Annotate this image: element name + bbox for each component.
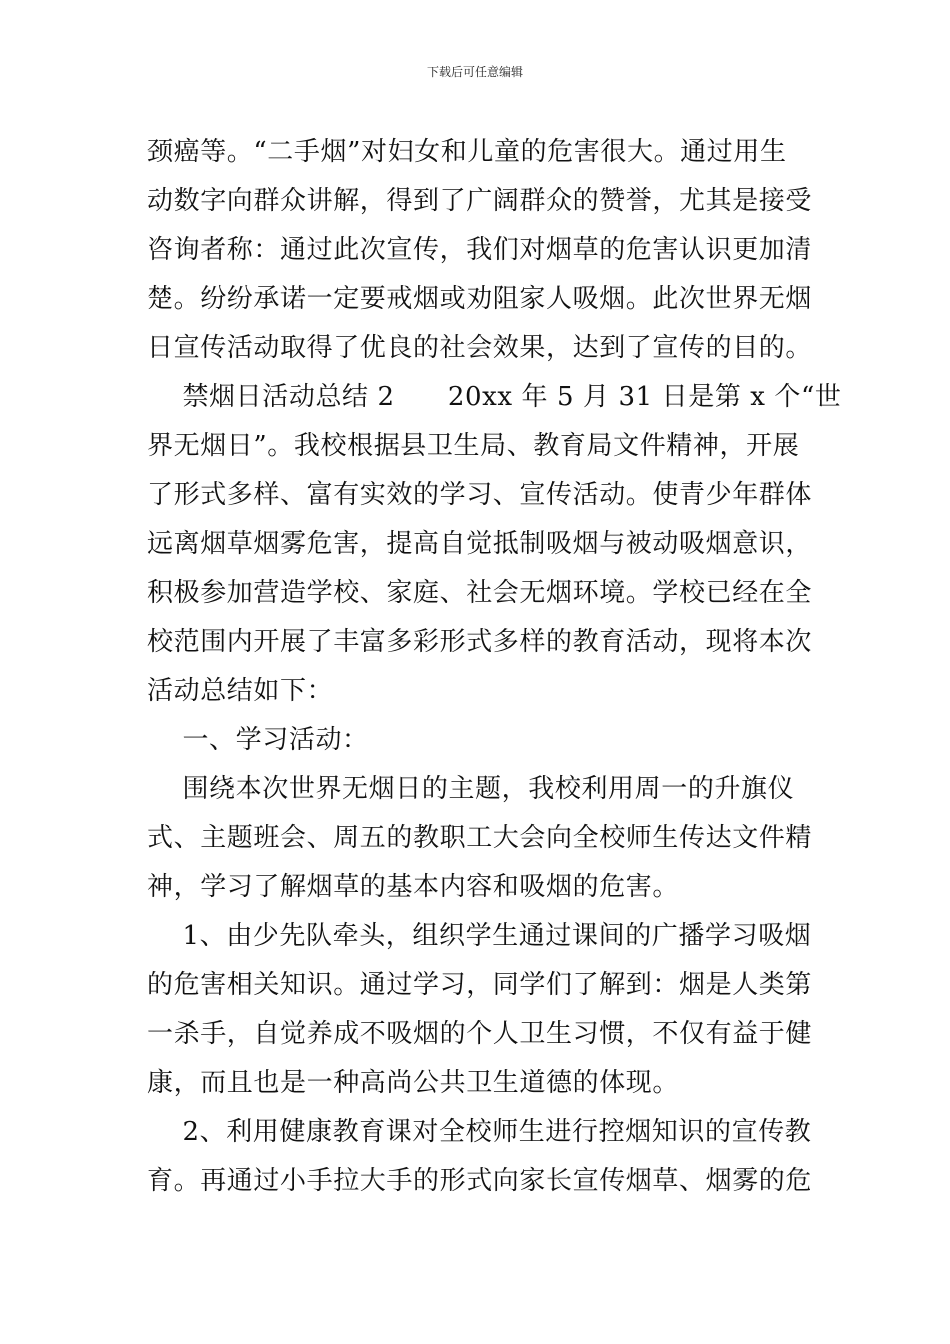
text-line: 日宣传活动取得了优良的社会效果，达到了宣传的目的。 xyxy=(147,333,813,363)
text-line: 咨询者称：通过此次宣传，我们对烟草的危害认识更加清 xyxy=(147,235,813,265)
text-line: 一杀手，自觉养成不吸烟的个人卫生习惯，不仅有益于健 xyxy=(147,1019,813,1049)
text-line: 动数字向群众讲解，得到了广阔群众的赞誉，尤其是接受 xyxy=(147,186,813,216)
body-text xyxy=(147,128,842,1206)
subheading-line: 一、学习活动： xyxy=(147,725,369,755)
text-line: 界无烟日”。我校根据县卫生局、教育局文件精神，开展 xyxy=(147,431,800,461)
page-header: 下载后可任意编辑 xyxy=(426,65,523,79)
text-line: 的危害相关知识。通过学习，同学们了解到：烟是人类第 xyxy=(147,970,813,1000)
text-line: 活动总结如下： xyxy=(147,676,334,706)
text-line: 育。再通过小手拉大手的形式向家长宣传烟草、烟雾的危 xyxy=(147,1166,813,1196)
text-line: 康，而且也是一种高尚公共卫生道德的体现。 xyxy=(147,1068,680,1098)
text-line: 校范围内开展了丰富多彩形式多样的教育活动，现将本次 xyxy=(147,627,813,657)
text-line: 1、由少先队牵头，组织学生通过课间的广播学习吸烟 xyxy=(147,921,812,951)
text-line: 了形式多样、富有实效的学习、宣传活动。使青少年群体 xyxy=(147,480,813,510)
text-line: 颈癌等。“二手烟”对妇女和儿童的危害很大。通过用生 xyxy=(147,137,787,167)
section-heading-line: 禁烟日活动总结 2 20xx 年 5 月 31 日是第 x 个“世 xyxy=(147,382,842,412)
text-line: 积极参加营造学校、家庭、社会无烟环境。学校已经在全 xyxy=(147,578,813,608)
text-line: 2、利用健康教育课对全校师生进行控烟知识的宣传教 xyxy=(147,1117,812,1147)
text-line: 远离烟草烟雾危害，提高自觉抵制吸烟与被动吸烟意识， xyxy=(147,529,813,559)
text-line: 式、主题班会、周五的教职工大会向全校师生传达文件精 xyxy=(147,823,813,853)
text-line: 神，学习了解烟草的基本内容和吸烟的危害。 xyxy=(147,872,680,902)
text-line: 围绕本次世界无烟日的主题，我校利用周一的升旗仪 xyxy=(147,774,795,804)
text-line: 楚。纷纷承诺一定要戒烟或劝阻家人吸烟。此次世界无烟 xyxy=(147,284,813,314)
